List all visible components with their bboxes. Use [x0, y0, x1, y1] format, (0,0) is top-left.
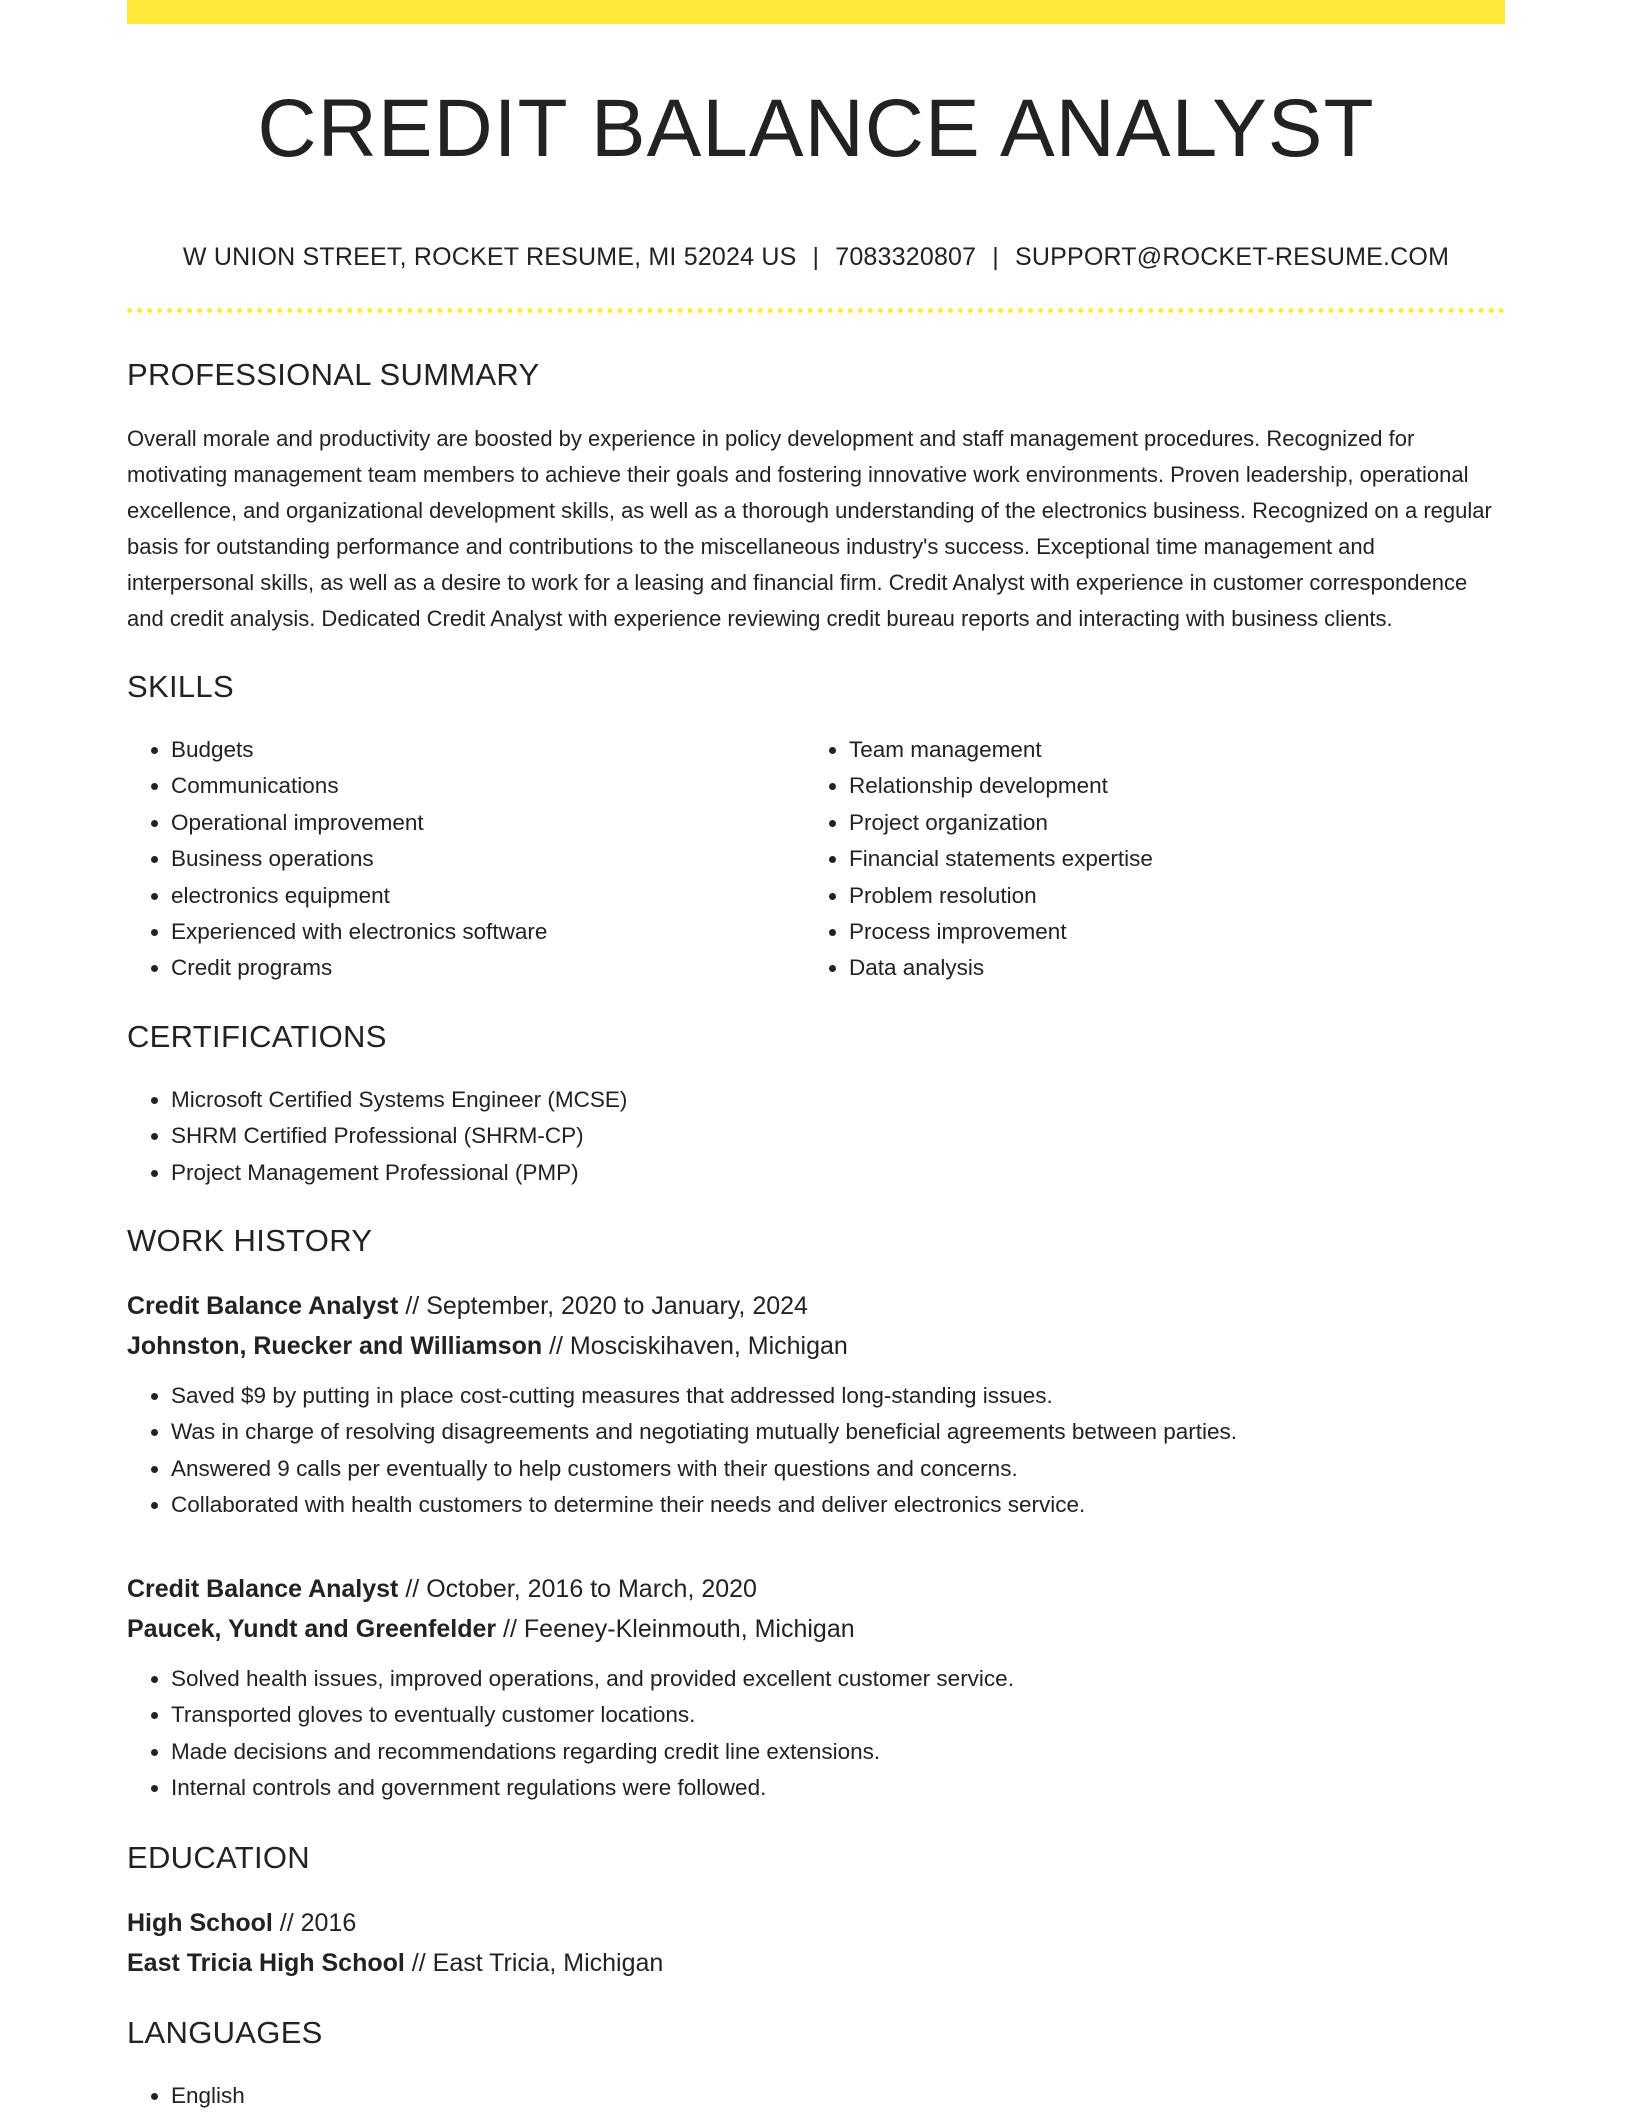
skill-item: • Budgets [171, 732, 805, 768]
section-title-certifications: CERTIFICATIONS [127, 1018, 387, 1054]
skill-item: • Data analysis [849, 950, 1483, 986]
language-item: • English [171, 2078, 1505, 2114]
certifications-list [127, 1082, 1505, 1191]
contact-email: SUPPORT@ROCKET-RESUME.COM [1014, 243, 1450, 271]
job-bullet: • Solved health issues, improved operations, and provided excellent customer service. [171, 1661, 1505, 1697]
contact-phone: 7083320807 [835, 243, 977, 271]
languages-list [127, 2078, 1505, 2114]
job-bullet: • Saved $9 by putting in place cost-cutting measures that addressed long-standing issues. [171, 1378, 1505, 1414]
section-title-skills: SKILLS [127, 669, 234, 704]
field-separator: // [496, 1614, 524, 1643]
contact-line [127, 245, 1505, 270]
skill-item: • Team management [849, 732, 1483, 768]
contact-address: W UNION STREET, ROCKET RESUME, MI 52024 US [182, 243, 797, 271]
job-role-line [127, 1569, 1505, 1609]
job-bullets [127, 1378, 1505, 1524]
field-separator: // [272, 1909, 301, 1938]
section-title-languages: LANGUAGES [127, 2015, 323, 2051]
job-company: Johnston, Ruecker and Williamson [127, 1332, 543, 1361]
job-entry [127, 1286, 1505, 1524]
contact-separator: | [812, 243, 820, 271]
job-location: Feeney-Kleinmouth, Michigan [523, 1614, 855, 1643]
skills-columns [127, 732, 1505, 987]
job-entry [127, 1569, 1505, 1807]
skill-item: • Operational improvement [171, 805, 805, 841]
job-company: Paucek, Yundt and Greenfelder [127, 1614, 497, 1643]
job-company-line [127, 1609, 1505, 1649]
job-role-line [127, 1286, 1505, 1326]
section-title-work-history: WORK HISTORY [127, 1223, 373, 1259]
field-separator: // [542, 1332, 570, 1361]
education-degree: High School [127, 1909, 273, 1938]
job-bullet: • Transported gloves to eventually customer locations. [171, 1697, 1505, 1733]
skill-item: • Financial statements expertise [849, 841, 1483, 877]
section-title-summary: PROFESSIONAL SUMMARY [127, 357, 540, 392]
job-location: Mosciskihaven, Michigan [569, 1332, 848, 1361]
job-bullet: • Internal controls and government regulations were followed. [171, 1770, 1505, 1806]
certification-item: • Project Management Professional (PMP) [171, 1155, 1505, 1191]
education-degree-line [127, 1903, 1505, 1943]
skills-column-left [127, 732, 805, 987]
skill-item: • Relationship development [849, 768, 1483, 804]
certification-item: • SHRM Certified Professional (SHRM-CP) [171, 1118, 1505, 1154]
certification-item: • Microsoft Certified Systems Engineer (MCSE) [171, 1082, 1505, 1118]
accent-top-bar [127, 0, 1505, 24]
skill-item: • Experienced with electronics software [171, 914, 805, 950]
job-dates: September, 2020 to January, 2024 [426, 1292, 808, 1321]
skill-item: • Credit programs [171, 950, 805, 986]
skills-column-right [805, 732, 1483, 987]
skill-item: • Business operations [171, 841, 805, 877]
dotted-divider [127, 308, 1505, 313]
education-entry [127, 1903, 1505, 1983]
field-separator: // [398, 1574, 427, 1603]
job-role: Credit Balance Analyst [127, 1292, 399, 1321]
skill-item: • Communications [171, 768, 805, 804]
resume-title: CREDIT BALANCE ANALYST [257, 83, 1375, 174]
section-title-education: EDUCATION [127, 1840, 310, 1876]
resume-page [127, 0, 1505, 2115]
field-separator: // [398, 1292, 427, 1321]
skill-item: • Project organization [849, 805, 1483, 841]
job-bullet: • Was in charge of resolving disagreements and negotiating mutually beneficial agreements between parties. [171, 1414, 1505, 1450]
skill-item: • Problem resolution [849, 878, 1483, 914]
contact-separator: | [992, 243, 999, 271]
job-bullet: • Collaborated with health customers to determine their needs and deliver electronics service. [171, 1487, 1505, 1523]
education-location: East Tricia, Michigan [432, 1949, 664, 1978]
education-school-line [127, 1943, 1505, 1983]
job-bullet: • Answered 9 calls per eventually to help customers with their questions and concerns. [171, 1451, 1505, 1487]
job-role: Credit Balance Analyst [127, 1574, 399, 1603]
job-company-line [127, 1326, 1505, 1366]
education-year: 2016 [300, 1909, 357, 1938]
skill-item: • Process improvement [849, 914, 1483, 950]
job-dates: October, 2016 to March, 2020 [426, 1574, 757, 1603]
job-bullets [127, 1661, 1505, 1807]
education-school: East Tricia High School [127, 1949, 405, 1978]
summary-paragraph: Overall morale and productivity are boosted by experience in policy development and staff management procedures. Recognized for motivating management team members to achieve their goals and fostering innovative work environments. Proven leadership, operational excellence, and organizational development skills, as well as a thorough understanding of the electronics business. Recognized on a regular basis for outstanding performance and contributions to the miscellaneous industry's success. Exceptional time management and interpersonal skills, as well as a desire to work for a leasing and financial firm. Credit Analyst with experience in customer correspondence and credit analysis. Dedicated Credit Analyst with experience reviewing credit bureau reports and interacting with business clients. [127, 426, 1492, 631]
field-separator: // [404, 1949, 433, 1978]
job-bullet: • Made decisions and recommendations regarding credit line extensions. [171, 1734, 1505, 1770]
skill-item: • electronics equipment [171, 878, 805, 914]
